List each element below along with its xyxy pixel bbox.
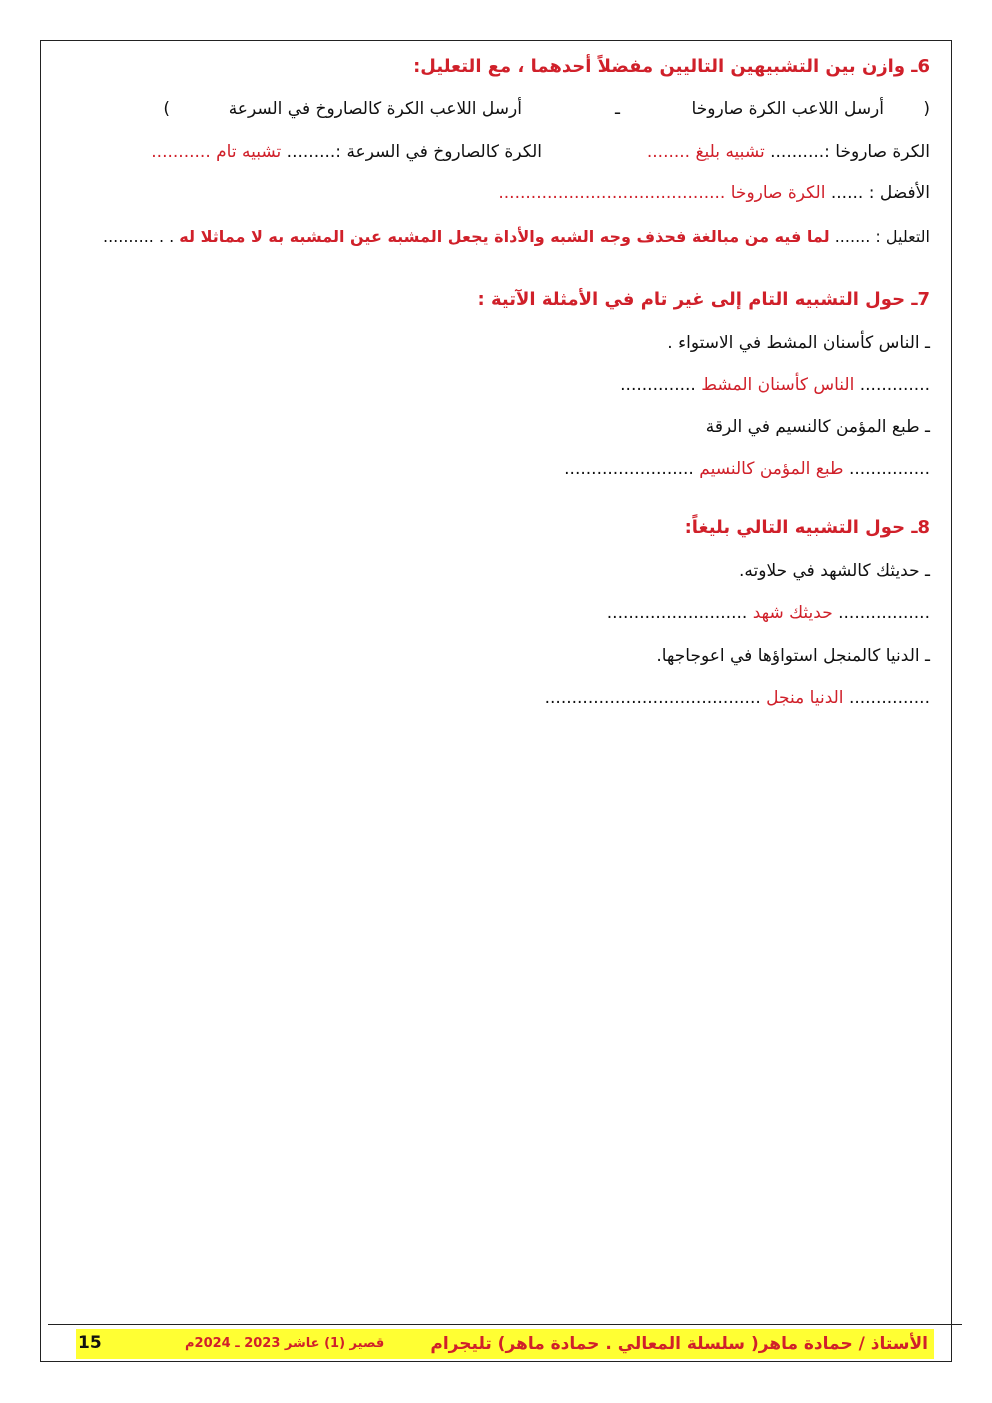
q7-item1: ـ الناس كأسنان المشط في الاستواء . [667, 333, 930, 353]
q6-reason-row [103, 224, 930, 250]
q6-row1-answer-a: تشبيه بليغ [695, 142, 765, 162]
q8-item2-answer: الدنيا منجل [766, 688, 844, 708]
q7-item1-post: .............. [620, 375, 696, 395]
q8-heading: 8ـ حول التشبيه التالي بليغاً: [684, 517, 930, 538]
q6-sentence-b: أرسل اللاعب الكرة كالصاروخ في السرعة [228, 99, 522, 119]
q6-reason-label: التعليل : ....... [834, 227, 930, 246]
q6-row1-dots-b: ........... [151, 142, 211, 162]
q6-best-answer: الكرة صاروخا [730, 183, 826, 203]
q7-item2: ـ طبع المؤمن كالنسيم في الرقة [705, 417, 930, 437]
q6-sentence-a: أرسل اللاعب الكرة صاروخا [691, 99, 884, 119]
q6-heading: 6ـ وازن بين التشبيهين التاليين مفضلاً أحدهما ، مع التعليل: [413, 56, 930, 77]
q7-item2-post: ........................ [564, 459, 694, 479]
q7-item1-answer-row [620, 372, 930, 398]
q7-item1-answer: الناس كأسنان المشط [701, 375, 855, 395]
q8-item1: ـ حديثك كالشهد في حلاوته. [738, 561, 930, 581]
q6-close-paren: ) [163, 99, 170, 119]
q7-item2-answer: طبع المؤمن كالنسيم [699, 459, 844, 479]
q6-row1-label-a: الكرة صاروخا :.......... [770, 142, 930, 162]
q6-row1-dots-a: ........ [646, 142, 691, 162]
q6-best-dots: .......................................... [498, 183, 726, 203]
footer-author: الأستاذ / حمادة ماهر( سلسلة المعالي . حمادة ماهر) تليجرام [430, 1334, 928, 1354]
q8-item2: ـ الدنيا كالمنجل استواؤها في اعوجاجها. [656, 646, 930, 666]
q7-heading: 7ـ حول التشبيه التام إلى غير تام في الأمثلة الآتية : [477, 289, 930, 310]
q6-reason-answer: لما فيه من مبالغة فحذف وجه الشبه والأداة يجعل المشبه عين المشبه به لا مماثلا له [179, 227, 830, 246]
q6-row1-answer-b: تشبيه تام [216, 142, 282, 162]
footer-divider [48, 1324, 962, 1325]
q6-row1-b [151, 139, 542, 165]
q8-item1-answer-row [607, 600, 930, 626]
page-number: 15 [78, 1333, 102, 1353]
q8-item2-post: ........................................ [544, 688, 761, 708]
q6-best-row [498, 180, 930, 206]
q6-reason-dots: . . .......... [103, 227, 175, 246]
q8-item2-answer-row [545, 685, 930, 711]
q6-row1-label-b: الكرة كالصاروخ في السرعة :......... [286, 142, 542, 162]
q6-best-label: الأفضل : ...... [830, 183, 930, 203]
q7-item2-answer-row [564, 456, 930, 482]
q6-open-paren: ( [923, 99, 930, 119]
q8-item1-post: .......................... [606, 603, 748, 623]
q8-item1-pre: ................. [838, 603, 930, 623]
q8-item1-answer: حديثك شهد [752, 603, 833, 623]
q7-item1-pre: ............. [859, 375, 930, 395]
q7-item2-pre: ............... [848, 459, 930, 479]
q6-dash: ـ [615, 99, 620, 119]
q6-row1-a [647, 139, 930, 165]
q8-item2-pre: ............... [848, 688, 930, 708]
footer-info: قصير (1) عاشر 2023 ـ 2024م [185, 1336, 385, 1351]
